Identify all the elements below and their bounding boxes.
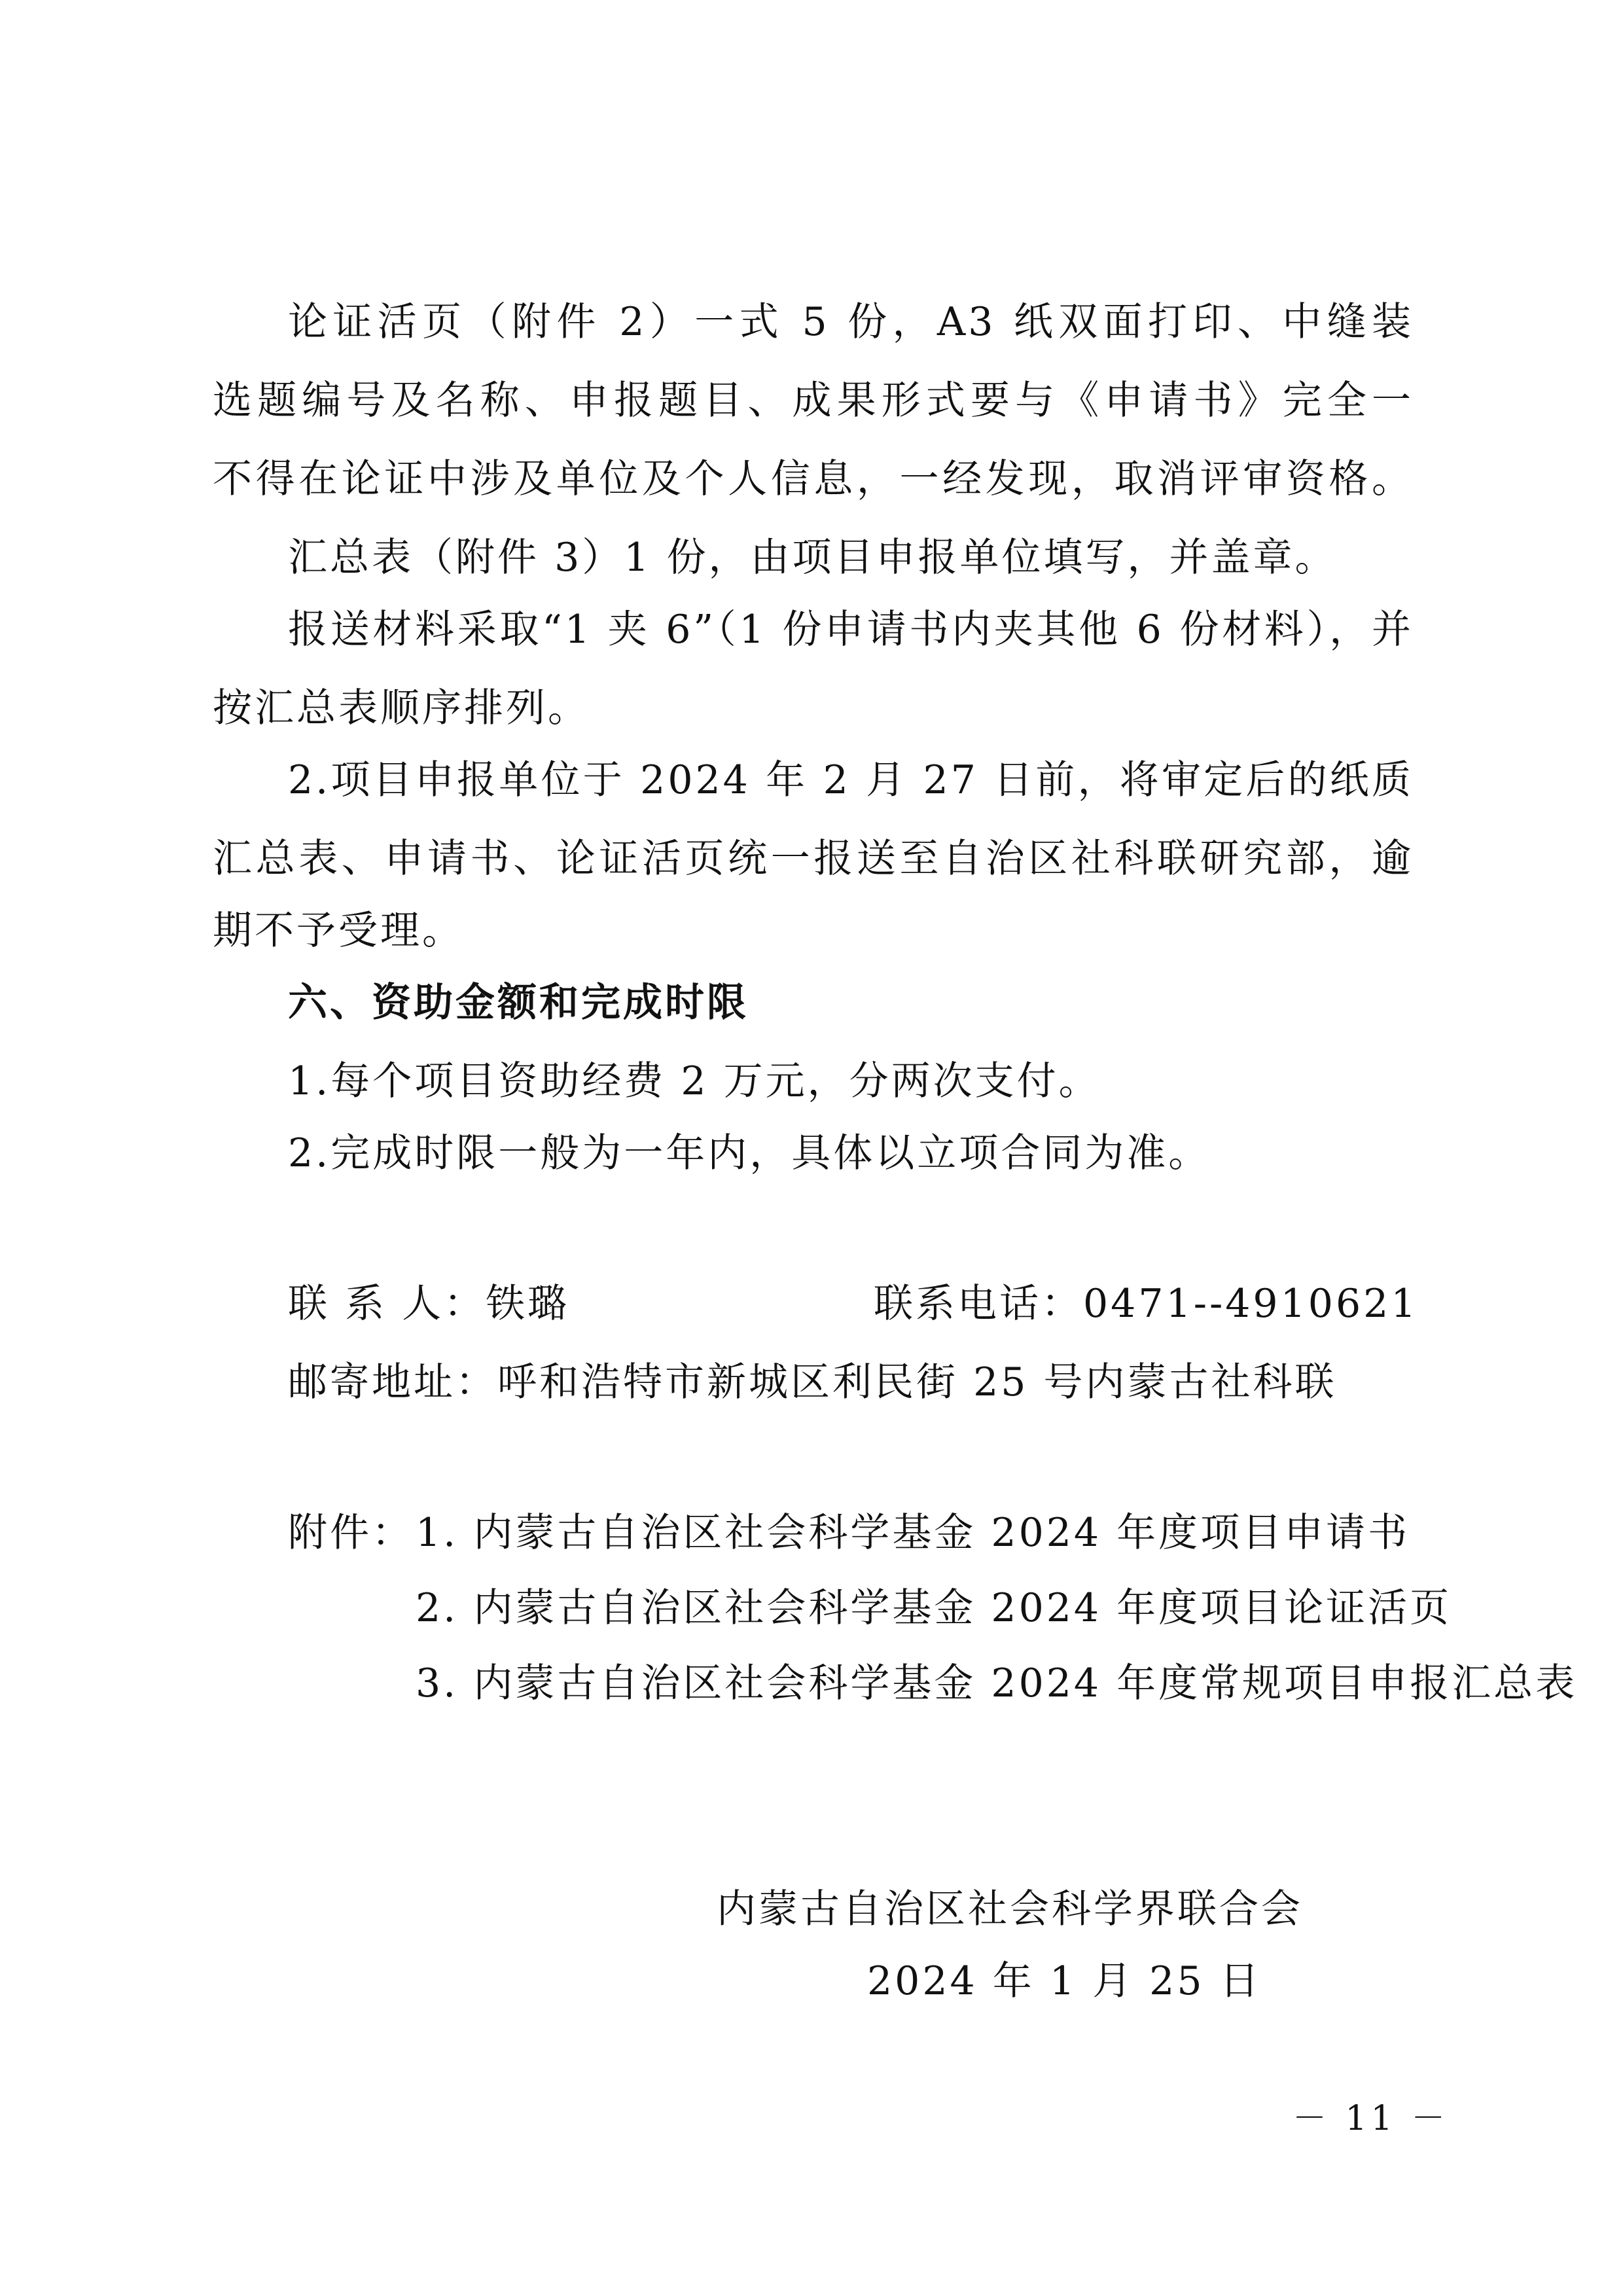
paragraph-line-1: 论证活页（附件 2）一式 5 份，A3 纸双面打印、中缝装 (288, 299, 1414, 345)
paragraph-line-5: 报送材料采取“1 夹 6”（1 份申请书内夹其他 6 份材料），并 (288, 607, 1414, 653)
paragraph-line-4: 汇总表（附件 3）1 份，由项目申报单位填写，并盖章。 (288, 535, 1337, 581)
contact-person-value: 铁璐 (486, 1281, 570, 1327)
attachment-item-2: 2. 内蒙古自治区社会科学基金 2024 年度项目论证活页 (416, 1585, 1452, 1631)
paragraph-line-3: 不得在论证中涉及单位及个人信息，一经发现，取消评审资格。 (213, 456, 1414, 502)
paragraph-line-9: 期不予受理。 (213, 908, 464, 954)
contact-address-label: 邮寄地址： (288, 1359, 497, 1405)
contact-phone-label: 联系电话： (874, 1281, 1083, 1327)
page-number: － 11 － (1293, 2099, 1450, 2138)
contact-phone (874, 1278, 1418, 1330)
contact-address-value: 呼和浩特市新城区利民街 25 号内蒙古社科联 (497, 1359, 1337, 1405)
paragraph-line-7: 2.项目申报单位于 2024 年 2 月 27 日前，将审定后的纸质 (288, 757, 1414, 803)
paragraph-line-2: 选题编号及名称、申报题目、成果形式要与《申请书》完全一 (213, 378, 1414, 423)
signature-date: 2024 年 1 月 25 日 (867, 1958, 1262, 2004)
attachment-item-1: 1. 内蒙古自治区社会科学基金 2024 年度项目申请书 (416, 1510, 1410, 1556)
contact-address (288, 1356, 1337, 1408)
attachments-label: 附件： (288, 1510, 414, 1556)
contact-person (288, 1278, 569, 1330)
paragraph-line-8: 汇总表、申请书、论证活页统一报送至自治区社科联研究部，逾 (213, 836, 1414, 882)
contact-person-label: 联 系 人： (288, 1281, 486, 1327)
section-heading: 六、资助金额和完成时限 (288, 980, 749, 1026)
attachment-item-3: 3. 内蒙古自治区社会科学基金 2024 年度常规项目申报汇总表 (416, 1660, 1578, 1706)
signature-organization: 内蒙古自治区社会科学界联合会 (717, 1886, 1303, 1932)
section-item-1: 1.每个项目资助经费 2 万元，分两次支付。 (288, 1058, 1101, 1104)
section-item-2: 2.完成时限一般为一年内，具体以立项合同为准。 (288, 1130, 1211, 1176)
paragraph-line-6: 按汇总表顺序排列。 (213, 685, 590, 731)
contact-phone-value: 0471--4910621 (1083, 1281, 1419, 1327)
